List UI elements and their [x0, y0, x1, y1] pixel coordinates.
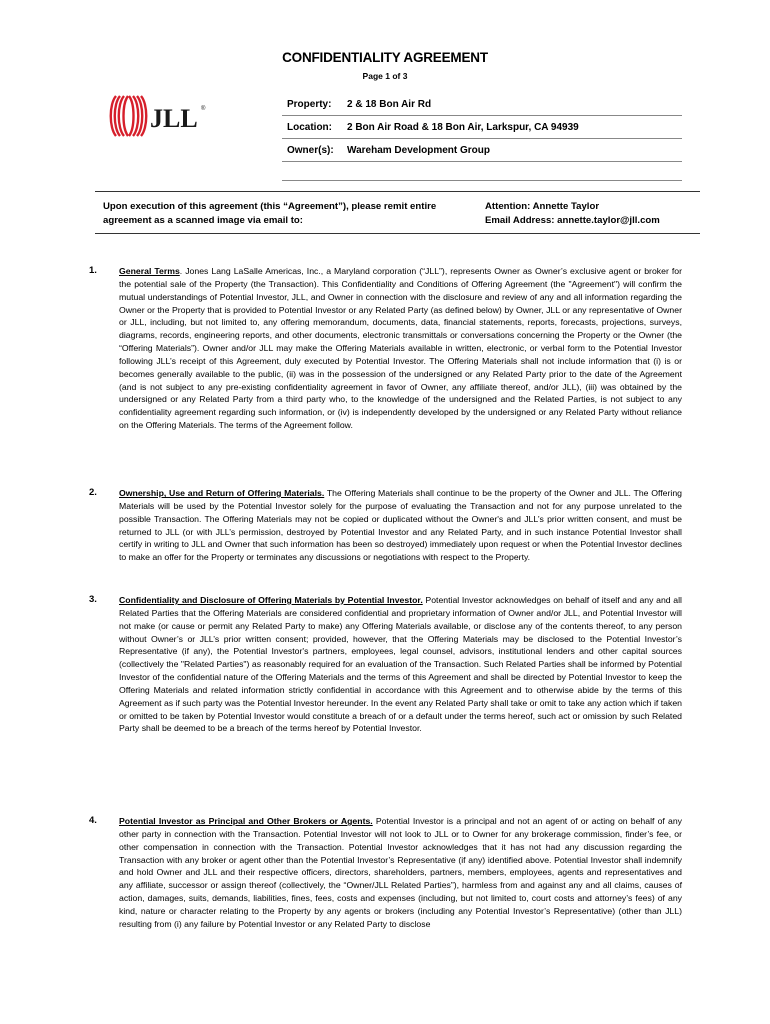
divider	[282, 161, 682, 162]
section-body	[119, 594, 682, 735]
section-text: The Offering Materials shall continue to be the property of the Owner and JLL. The Offering Materials will be used by the Potential Investor solely for the purpose of evaluating the Transaction and not for any purpose unrelated to the possible Transaction. The Offering Materials may not be copied or duplicated without the Owner's and JLL’s prior written consent, and must be returned to JLL (or with JLL’s permission, destroyed by Potential Investor and any Related Party, and in such instance Potential Investor shall certify in writing to JLL and Owner that such information has been so destroyed) immediately upon request or when the Potential Investor declines to make an offer for the Property or terminates any discussions or negotiations with respect to the Property.	[119, 488, 682, 563]
owner-label: Owner(s):	[287, 145, 334, 156]
section-number: 1.	[89, 265, 97, 276]
section-heading: Potential Investor as Principal and Other Brokers or Agents.	[119, 816, 373, 826]
logo-wordmark: JLL	[150, 104, 198, 133]
divider	[282, 115, 682, 116]
section-body	[119, 265, 682, 432]
attention-block	[485, 200, 660, 228]
property-value: 2 & 18 Bon Air Rd	[347, 99, 432, 110]
attention-name: Attention: Annette Taylor	[485, 201, 600, 212]
divider	[95, 233, 700, 234]
section-heading: Confidentiality and Disclosure of Offering Materials by Potential Investor.	[119, 595, 423, 605]
section-text: . Jones Lang LaSalle Americas, Inc., a Maryland corporation (“JLL”), represents Owner as Owner’s exclusive agent or broker for the potential sale of the Property (the Transaction). This Confidentiality and Conditions of Offering Agreement (the "Agreement") will confirm the mutual understandings of Potential Investor, JLL, and Owner in connection with the disclosure and review of any and all information regarding the Owner or the Property that is provided to Potential Investor or any Related Party (as defined below) by Owner, JLL or any representative of Owner or JLL, including, but not limited to, any offering memorandum, documents, data, financial statements, reports, forecasts, projections, surveys, diagrams, records, engineering reports, and other documents, electronic transmittals or conversations concerning the Property or the Owner (the “Offering Materials”). Owner and/or JLL may make the Offering Materials available in written, electronic, or verbal form to the Potential Investor following JLL’s receipt of this Agreement, duly executed by Potential Investor. The Offering Materials shall not include information that (i) is or becomes generally available to the public, (ii) was in the possession of the undersigned or any Related Party prior to the date of the Agreement (and is not subject to any pre-existing confidentiality agreement in favor of Owner, any affiliate thereof, and/or JLL), (iii) was obtained by the undersigned or any Related Party from a third party who, to the knowledge of the undersigned and the Related Parties, is not subject to any confidentiality agreement regarding such information, or (iv) is independently developed by the undersigned or any Related Party without reliance on the Offering Materials. The terms of the Agreement follow.	[119, 266, 682, 431]
section-text: Potential Investor acknowledges on behalf of itself and any and all Related Parties that the Offering Materials are considered confidential and proprietary information of Owner and/or JLL, and Potential Investor will not make (or cause or permit any Related Party to make) any Offering Materials available, or disclose any of the contents thereof, to any person without Owner’s or JLL’s prior written consent; provided, however, that the Offering Materials may be disclosed to the Potential Investor’s Representative (if any), the Potential Investor's partners, employees, legal counsel, advisors, institutional lenders and other capital sources (collectively the "Related Parties") as reasonably required for an evaluation of the Transaction. Such Related Parties shall be informed by Potential Investor of the confidential nature of the Offering Materials and the terms of this Agreement and shall be directed by Potential Investor to keep the Offering Materials and related information strictly confidential in accordance with this Agreement and to otherwise abide by the terms of this Agreement as if such party was the Potential Investor hereunder. In the event any Related Party shall take or omit to take any action which if taken or omitted to be taken by Potential Investor would constitute a breach of or a default under the terms hereof, such act or omission by such Related Party shall be deemed to be a breach of the terms hereof by Potential Investor.	[119, 595, 682, 734]
section-heading: Ownership, Use and Return of Offering Materials.	[119, 488, 325, 498]
remit-instructions: Upon execution of this agreement (this “Agreement”), please remit entire agreement as a scanned image via email to:	[103, 201, 437, 226]
registered-mark: ®	[201, 106, 206, 112]
section-body	[119, 815, 682, 931]
section-heading: General Terms	[119, 266, 180, 276]
location-value: 2 Bon Air Road & 18 Bon Air, Larkspur, CA 94939	[347, 122, 579, 133]
attention-email: Email Address: annette.taylor@jll.com	[485, 215, 660, 226]
divider	[282, 138, 682, 139]
section-text: Potential Investor is a principal and not an agent of or acting on behalf of any other party in connection with the Transaction. Potential Investor will not look to JLL or to Owner for any brokerage commission, finder’s fee, or other compensation in connection with the Transaction. Potential Investor acknowledges that it has not had any discussion regarding the Transaction with any broker or agent other than the Potential Investor’s Representative (if any) identified above. Potential Investor shall indemnify and hold Owner and JLL and their respective officers, directors, shareholders, partners, members, employees, agents and representatives and any affiliate, successor or assign thereof (collectively, the “Owner/JLL Related Parties”), harmless from and against any and all claims, causes of action, damages, suits, demands, liabilities, fines, fees, costs and expenses (including, but not limited to, court costs and attorney’s fees) of any kind, nature or character relating to the Property by any agents or brokers (including any Potential Investor’s Representative) (other than JLL) resulting from (i) any failure by Potential Investor or any Related Party to disclose	[119, 816, 682, 929]
jll-logo	[108, 94, 208, 138]
divider	[282, 180, 682, 181]
section-number: 3.	[89, 594, 97, 605]
jll-logo-mark-icon	[111, 96, 147, 136]
document-title: CONFIDENTIALITY AGREEMENT	[282, 50, 488, 65]
property-label: Property:	[287, 99, 332, 110]
owner-value: Wareham Development Group	[347, 145, 490, 156]
location-label: Location:	[287, 122, 332, 133]
section-number: 2.	[89, 487, 97, 498]
divider	[95, 191, 700, 192]
section-body	[119, 487, 682, 564]
section-number: 4.	[89, 815, 97, 826]
page-number: Page 1 of 3	[362, 71, 408, 81]
